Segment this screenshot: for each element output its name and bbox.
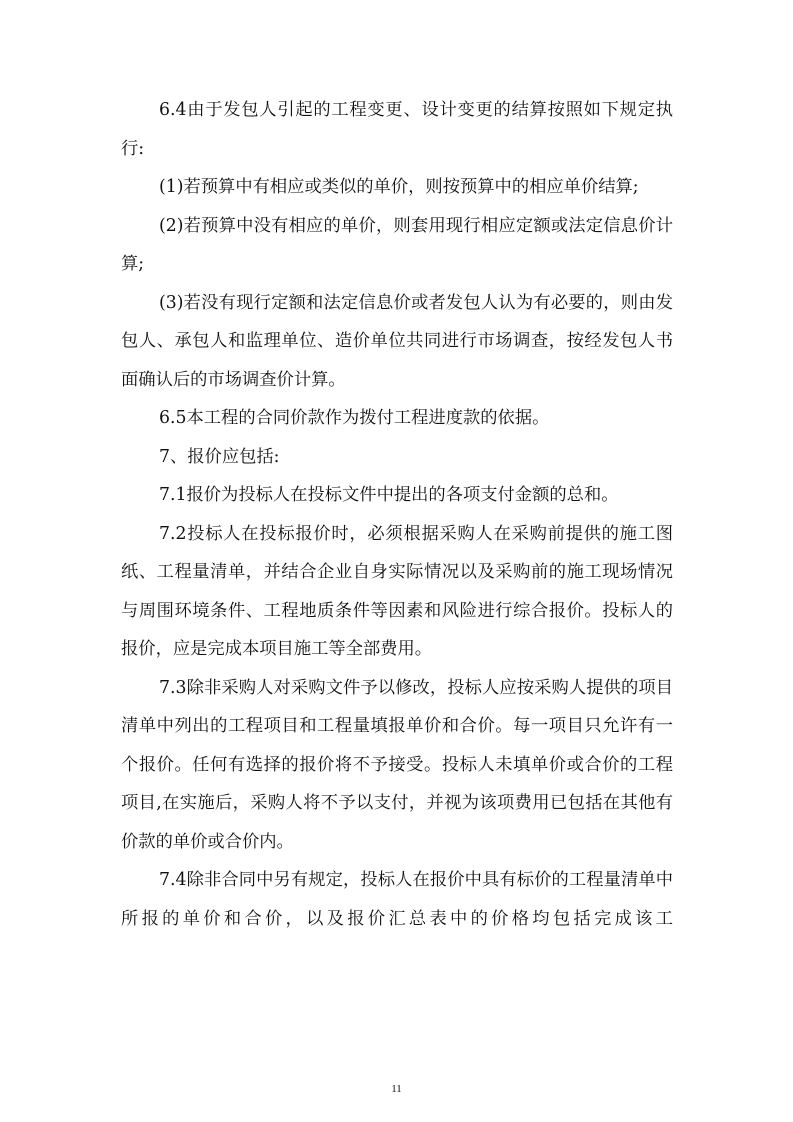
paragraph-6-4-item-2: (2)若预算中没有相应的单价，则套用现行相应定额或法定信息价计算; [121, 215, 673, 274]
document-body [121, 91, 673, 938]
paragraph-7-4: 7.4除非合同中另有规定，投标人在报价中具有标价的工程量清单中所报的单价和合价，以及报价汇总表中的价格均包括完成该工 [121, 870, 673, 929]
paragraph-7-3: 7.3除非采购人对采购文件予以修改，投标人应按采购人提供的项目清单中列出的工程项目和工程量填报单价和合价。每一项目只允许有一个报价。任何有选择的报价将不予接受。投标人未填单价或合价的工程项目,在实施后，采购人将不予以支付，并视为该项费用已包括在其他有价款的单价或合价内。 [121, 677, 673, 852]
paragraph-7-2: 7.2投标人在投标报价时，必须根据采购人在采购前提供的施工图纸、工程量清单，并结合企业自身实际情况以及采购前的施工现场情况与周围环境条件、工程地质条件等因素和风险进行综合报价。投标人的报价，应是完成本项目施工等全部费用。 [121, 523, 673, 659]
paragraph-6-5: 6.5本工程的合同价款作为拨付工程进度款的依据。 [159, 408, 550, 428]
page-number: 11 [391, 1083, 402, 1095]
paragraph-6-4-item-3: (3)若没有现行定额和法定信息价或者发包人认为有必要的，则由发包人、承包人和监理单位、造价单位共同进行市场调查，按经发包人书面确认后的市场调查价计算。 [121, 292, 673, 390]
paragraph-7-1: 7.1报价为投标人在投标文件中提出的各项支付金额的总和。 [159, 485, 619, 505]
paragraph-6-4-item-1: (1)若预算中有相应或类似的单价，则按预算中的相应单价结算; [159, 177, 639, 197]
paragraph-6-4: 6.4由于发包人引起的工程变更、设计变更的结算按照如下规定执行: [121, 100, 673, 159]
section-7-heading: 7、报价应包括: [159, 446, 280, 467]
